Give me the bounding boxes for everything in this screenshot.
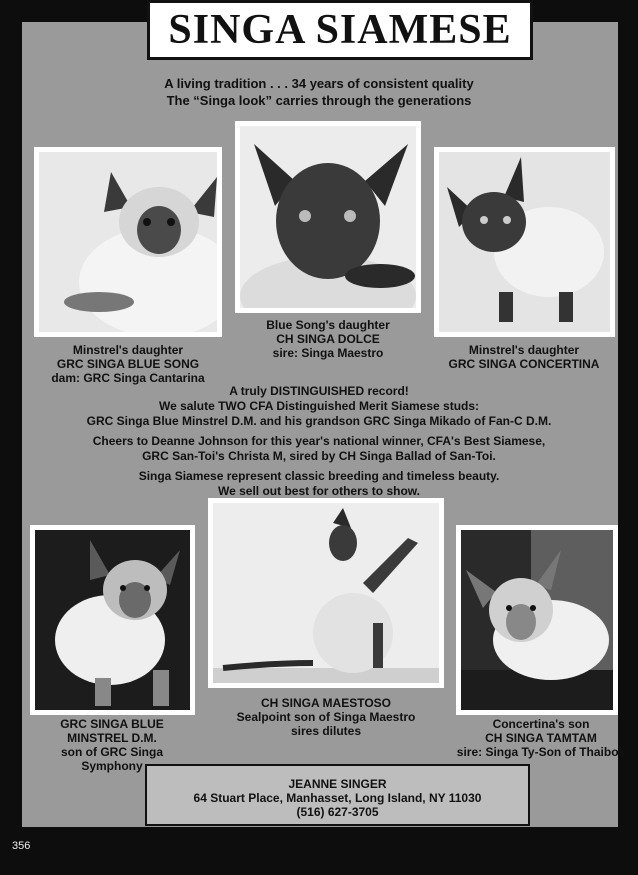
record-line-5: GRC San-Toi's Christa M, sired by CH Singa Ballad of San-Toi. <box>142 449 496 463</box>
tagline-line-1: A living tradition . . . 34 years of consistent quality <box>164 76 474 91</box>
caption-concertina: Minstrel's daughter GRC SINGA CONCERTINA <box>448 343 600 371</box>
record-line-2: We salute TWO CFA Distinguished Merit Siamese studs: <box>158 399 480 413</box>
title-box <box>147 0 533 60</box>
contact-address: 64 Stuart Place, Manhasset, Long Island, NY 11030 <box>193 791 482 805</box>
record-line-7: We sell out best for others to show. <box>217 484 421 498</box>
record-text <box>30 384 608 499</box>
photo-dolce <box>235 121 421 313</box>
record-line-4: Cheers to Deanne Johnson for this year's national winner, CFA's Best Siamese, <box>92 434 546 448</box>
caption-tamtam: Concertina's son CH SINGA TAMTAM sire: Singa Ty-Son of Thaibok <box>456 717 626 759</box>
caption-blue-song: Minstrel's daughter GRC SINGA BLUE SONG dam: GRC Singa Cantarina <box>51 343 205 385</box>
page-title: SINGA SIAMESE <box>168 7 512 53</box>
tagline-line-2: The “Singa look” carries through the generations <box>166 93 472 108</box>
photo-blue-song <box>34 147 222 337</box>
contact-box <box>145 764 530 826</box>
page-number: 356 <box>12 840 31 852</box>
photo-maestoso <box>208 498 444 688</box>
caption-maestoso: CH SINGA MAESTOSO Sealpoint son of Singa Maestro sires dilutes <box>236 696 416 738</box>
cat-photo-blue-minstrel <box>35 530 190 710</box>
tagline <box>0 75 638 109</box>
record-line-3: GRC Singa Blue Minstrel D.M. and his grandson GRC Singa Mikado of Fan-C D.M. <box>86 414 552 428</box>
photo-blue-minstrel <box>30 525 195 715</box>
cat-photo-blue-song <box>39 152 217 332</box>
caption-dolce: Blue Song's daughter CH SINGA DOLCE sire: Singa Maestro <box>266 318 390 360</box>
record-line-1: A truly DISTINGUISHED record! <box>229 384 409 398</box>
cat-photo-dolce <box>240 126 416 308</box>
photo-concertina <box>434 147 615 337</box>
cat-photo-concertina <box>439 152 610 332</box>
caption-blue-minstrel: GRC SINGA BLUE MINSTREL D.M. son of GRC Singa Symphony <box>60 717 164 773</box>
contact-name: JEANNE SINGER <box>288 777 387 791</box>
record-line-6: Singa Siamese represent classic breeding and timeless beauty. <box>138 469 500 483</box>
cat-photo-tamtam <box>461 530 613 710</box>
contact-phone: (516) 627-3705 <box>296 805 379 819</box>
photo-tamtam <box>456 525 618 715</box>
cat-photo-maestoso <box>213 503 439 683</box>
